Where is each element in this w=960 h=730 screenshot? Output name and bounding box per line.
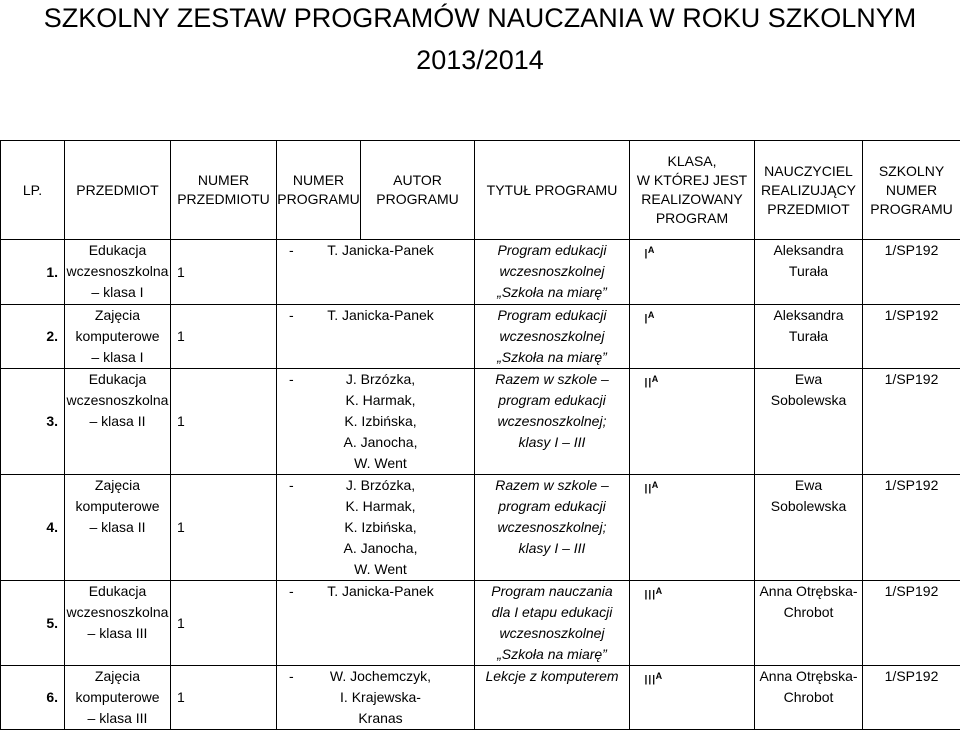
header-row [1,141,960,240]
class-section: A [656,586,663,596]
row-lp: 1. [1,240,65,305]
header-subject: PRZEDMIOT [65,141,171,240]
class-label: III [644,672,656,688]
class-section: A [652,374,659,384]
row-subject: Zajęcia komputerowe – klasa II [65,475,171,581]
row-lp: 6. [1,666,65,730]
document-title: SZKOLNY ZESTAW PROGRAMÓW NAUCZANIA W ROKU SZKOLNYM [0,2,960,34]
row-lp: 4. [1,475,65,581]
row-teacher: Anna Otrębska- Chrobot [755,581,863,666]
header-lp: LP. [1,141,65,240]
programs-table [0,140,960,730]
header-school-number: SZKOLNY NUMER PROGRAMU [863,141,960,240]
row-program-title: Lekcje z komputerem [475,666,630,730]
row-program-title: Razem w szkole – program edukacji wczesnoszkolnej; klasy I – III [475,369,630,475]
row-teacher: Aleksandra Turała [755,305,863,369]
author-dash: - [277,581,307,602]
row-subject: Edukacja wczesnoszkolna – klasa I [65,240,171,305]
row-program-title: Razem w szkole – program edukacji wczesnoszkolnej; klasy I – III [475,475,630,581]
row-subject: Zajęcia komputerowe – klasa I [65,305,171,369]
class-label: II [644,481,652,497]
author-names: J. Brzózka, K. Harmak, K. Izbińska, A. Janocha, W. Went [307,369,474,474]
class-label: I [644,311,648,327]
row-subject: Zajęcia komputerowe – klasa III [65,666,171,730]
row-teacher: Anna Otrębska- Chrobot [755,666,863,730]
row-lp: 3. [1,369,65,475]
row-author [277,666,475,730]
row-subject-number: 1 [171,666,277,730]
table-row [1,666,960,730]
row-author [277,240,475,305]
author-names: J. Brzózka, K. Harmak, K. Izbińska, A. Janocha, W. Went [307,475,474,580]
row-program-title: Program edukacji wczesnoszkolnej „Szkoła na miarę” [475,240,630,305]
row-class [630,475,755,581]
header-program-title: TYTUŁ PROGRAMU [475,141,630,240]
row-subject: Edukacja wczesnoszkolna – klasa II [65,369,171,475]
row-subject-number: 1 [171,240,277,305]
class-label: III [644,587,656,603]
row-subject-number: 1 [171,581,277,666]
class-section: A [652,480,659,490]
row-subject-number: 1 [171,369,277,475]
table-row [1,369,960,475]
row-subject: Edukacja wczesnoszkolna – klasa III [65,581,171,666]
header-teacher: NAUCZYCIEL REALIZUJĄCY PRZEDMIOT [755,141,863,240]
row-class [630,581,755,666]
class-section: A [648,310,655,320]
row-author [277,581,475,666]
table-row [1,475,960,581]
header-class: KLASA, W KTÓREJ JEST REALIZOWANY PROGRAM [630,141,755,240]
row-author [277,369,475,475]
class-section: A [648,245,655,255]
school-year: 2013/2014 [0,44,960,76]
class-label: I [644,246,648,262]
author-dash: - [277,666,307,729]
row-school-number: 1/SP192 [863,666,960,730]
row-school-number: 1/SP192 [863,305,960,369]
header-subject-number: NUMER PRZEDMIOTU [171,141,277,240]
author-dash: - [277,475,307,580]
row-author [277,475,475,581]
row-class [630,666,755,730]
row-school-number: 1/SP192 [863,240,960,305]
author-dash: - [277,369,307,474]
table-row [1,305,960,369]
row-school-number: 1/SP192 [863,581,960,666]
author-dash: - [277,240,307,261]
row-class [630,240,755,305]
class-label: II [644,375,652,391]
row-lp: 5. [1,581,65,666]
row-program-title: Program nauczania dla I etapu edukacji wczesnoszkolnej „Szkoła na miarę” [475,581,630,666]
row-subject-number: 1 [171,305,277,369]
author-names: T. Janicka-Panek [307,581,474,602]
row-lp: 2. [1,305,65,369]
row-school-number: 1/SP192 [863,369,960,475]
table-row [1,240,960,305]
author-names: W. Jochemczyk, I. Krajewska- Kranas [307,666,474,729]
author-dash: - [277,305,307,326]
class-section: A [656,671,663,681]
row-author [277,305,475,369]
header-program-number: NUMER PROGRAMU [277,141,361,240]
row-teacher: Aleksandra Turała [755,240,863,305]
header-author: AUTOR PROGRAMU [361,141,475,240]
row-teacher: Ewa Sobolewska [755,369,863,475]
table-row [1,581,960,666]
author-names: T. Janicka-Panek [307,305,474,326]
row-teacher: Ewa Sobolewska [755,475,863,581]
row-class [630,369,755,475]
row-school-number: 1/SP192 [863,475,960,581]
row-subject-number: 1 [171,475,277,581]
row-class [630,305,755,369]
row-program-title: Program edukacji wczesnoszkolnej „Szkoła na miarę” [475,305,630,369]
author-names: T. Janicka-Panek [307,240,474,261]
